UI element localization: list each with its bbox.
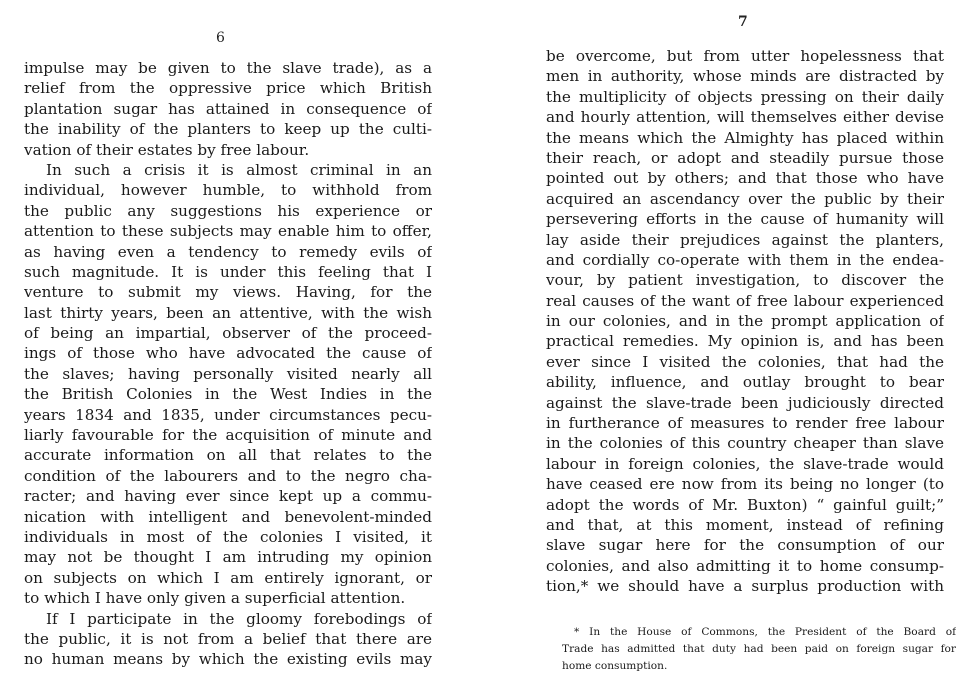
- text-line: and hourly attention, will themselves either devise: [546, 108, 944, 127]
- text-line: acquired an ascendancy over the public by their: [546, 189, 944, 208]
- text-line: on subjects on which I am entirely ignorant, or: [24, 568, 432, 587]
- text-line: individual, however humble, to withhold from: [24, 181, 432, 200]
- text-line: the public any suggestions his experience or: [24, 201, 432, 220]
- text-line: vour, by patient investigation, to discover the: [546, 271, 944, 290]
- text-line: be overcome, but from utter hopelessness that: [546, 47, 944, 65]
- text-line: persevering efforts in the cause of humanity will: [546, 210, 944, 229]
- text-line: of being an impartial, observer of the proceed-: [24, 324, 432, 343]
- text-line: years 1834 and 1835, under circumstances pecu-: [24, 405, 432, 424]
- text-line: last thirty years, been an attentive, with the wish: [24, 303, 432, 322]
- text-line: venture to submit my views. Having, for the: [24, 283, 432, 302]
- footnote-line: * In the House of Commons, the President of the Board of: [574, 626, 956, 638]
- text-line: in the colonies of this country cheaper than slave: [546, 434, 944, 453]
- page-number-right: 7: [738, 14, 748, 30]
- text-line: ings of those who have advocated the cause of: [24, 344, 432, 363]
- text-line: impulse may be given to the slave trade), as a: [24, 59, 432, 77]
- text-line: ability, influence, and outlay brought to bear: [546, 373, 944, 392]
- right-page-text: [546, 46, 944, 597]
- text-line: nication with intelligent and benevolent-minded: [24, 507, 432, 526]
- text-line: the means which the Almighty has placed within: [546, 128, 944, 147]
- text-line: racter; and having ever since kept up a commu-: [24, 487, 432, 506]
- text-line: no human means by which the existing evils may: [24, 650, 432, 669]
- text-line: individuals in most of the colonies I visited, it: [24, 527, 432, 546]
- text-line: in our colonies, and in the prompt application of: [546, 312, 944, 331]
- text-line: accurate information on all that relates to the: [24, 446, 432, 465]
- text-line: slave sugar here for the consumption of our: [546, 536, 944, 555]
- text-line: the inability of the planters to keep up the culti-: [24, 120, 432, 139]
- text-line: adopt the words of Mr. Buxton) “ gainful guilt;”: [546, 495, 944, 514]
- text-line: against the slave-trade been judiciously directed: [546, 393, 944, 412]
- text-line: If I participate in the gloomy forebodings of: [46, 609, 432, 628]
- footnote: [562, 624, 956, 675]
- text-line: labour in foreign colonies, the slave-trade would: [546, 454, 944, 473]
- text-line: in furtherance of measures to render free labour: [546, 414, 944, 433]
- text-line: may not be thought I am intruding my opinion: [24, 548, 432, 567]
- text-line: and cordially co-operate with them in the endea-: [546, 250, 944, 269]
- text-line: such magnitude. It is under this feeling that I: [24, 262, 432, 281]
- text-line: pointed out by others; and that those who have: [546, 169, 944, 188]
- text-line: liarly favourable for the acquisition of minute and: [24, 426, 432, 445]
- text-line: colonies, and also admitting it to home consump-: [546, 556, 944, 575]
- footnote-line: Trade has admitted that duty had been paid on foreign sugar for: [562, 643, 956, 655]
- text-line: to which I have only given a superficial attention.: [24, 589, 406, 608]
- text-line: the slaves; having personally visited nearly all: [24, 364, 432, 383]
- text-line: the British Colonies in the West Indies in the: [24, 385, 432, 404]
- text-line: the multiplicity of objects pressing on their daily: [546, 87, 944, 106]
- text-line: the public, it is not from a belief that there are: [24, 629, 432, 648]
- text-line: real causes of the want of free labour experienced: [546, 291, 944, 310]
- text-line: relief from the oppressive price which British: [24, 79, 432, 98]
- footnote-line: home consumption.: [562, 660, 668, 672]
- text-line: plantation sugar has attained in consequence of: [24, 99, 432, 118]
- text-line: men in authority, whose minds are distracted by: [546, 67, 944, 86]
- text-line: practical remedies. My opinion is, and has been: [546, 332, 944, 351]
- text-line: lay aside their prejudices against the planters,: [546, 230, 944, 249]
- text-line: their reach, or adopt and steadily pursue those: [546, 148, 944, 167]
- text-line: ever since I visited the colonies, that had the: [546, 352, 944, 371]
- text-line: and that, at this moment, instead of refining: [546, 515, 944, 534]
- left-page-text: [24, 58, 432, 670]
- text-line: attention to these subjects may enable him to offer,: [24, 222, 432, 241]
- page-number-left: 6: [216, 30, 225, 46]
- text-line: vation of their estates by free labour.: [24, 140, 310, 159]
- text-line: have ceased ere now from its being no longer (to: [546, 475, 944, 494]
- text-line: tion,* we should have a surplus production with: [546, 577, 944, 596]
- text-line: condition of the labourers and to the negro cha-: [24, 466, 432, 485]
- text-line: as having even a tendency to remedy evils of: [24, 242, 432, 261]
- text-line: In such a crisis it is almost criminal in an: [46, 160, 432, 179]
